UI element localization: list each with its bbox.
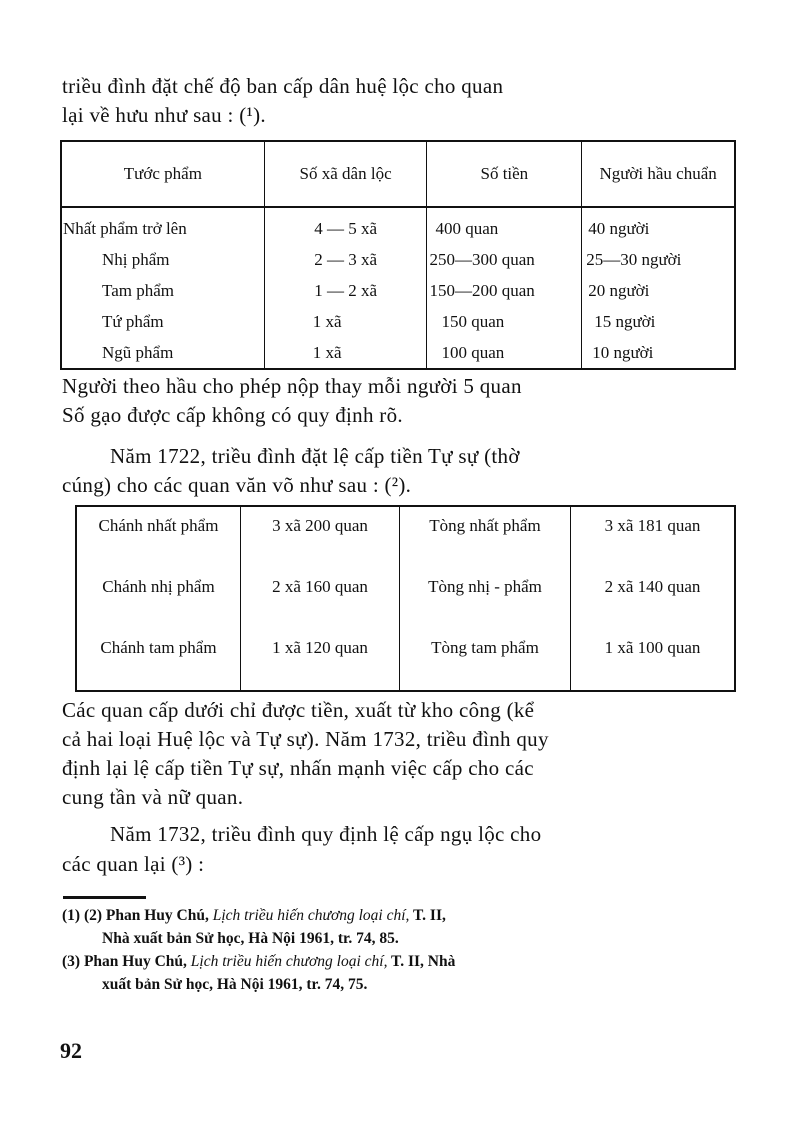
cell: 1 xã 120 quan [241, 629, 400, 691]
paragraph-line: cúng) cho các quan văn võ như sau : (²). [62, 473, 412, 497]
cell: 2 — 3 xã [264, 244, 427, 275]
cell: 1 xã [264, 306, 427, 337]
paragraph-line: cung tần và nữ quan. [62, 785, 244, 809]
cell: 40 người [582, 207, 735, 244]
cell: 3 xã 181 quan [571, 506, 736, 568]
table-row [61, 337, 735, 369]
cell: 250—300 quan [427, 244, 582, 275]
cell: Chánh nhị phẩm [102, 577, 215, 596]
footnote-title: Lịch triều hiến chương loại chí, [190, 953, 388, 970]
paragraph-line: cả hai loại Huệ lộc và Tự sự). Năm 1732, triều đình quy [62, 727, 549, 751]
footnote [62, 904, 446, 950]
paragraph-line: Các quan cấp dưới chỉ được tiền, xuất từ kho công (kể [62, 698, 535, 722]
cell: 400 quan [427, 207, 582, 244]
paragraph-line: Năm 1732, triều đình quy định lệ cấp ngụ lộc cho [110, 822, 542, 846]
footnote-text: xuất bản Sử học, Hà Nội 1961, tr. 74, 75. [102, 976, 368, 993]
cell: Nhị phẩm [102, 250, 170, 269]
header-cell: Người hầu chuẩn [582, 141, 735, 207]
intro-line: triều đình đặt chế độ ban cấp dân huệ lộc cho quan [62, 74, 504, 98]
table-row [76, 629, 735, 691]
cell: 100 quan [427, 337, 582, 369]
cell: 2 xã 160 quan [241, 568, 400, 629]
cell: 15 người [582, 306, 735, 337]
cell: 2 xã 140 quan [571, 568, 736, 629]
cell: 1 xã [264, 337, 427, 369]
header-cell: Tước phẩm [61, 141, 264, 207]
footnote-text: (3) Phan Huy Chú, [62, 953, 191, 970]
cell: 1 — 2 xã [264, 275, 427, 306]
table-row [76, 506, 735, 568]
table-row [61, 244, 735, 275]
page-number: 92 [60, 1038, 82, 1063]
table-row [61, 306, 735, 337]
cell: Tòng nhất phẩm [400, 506, 571, 568]
footnote-text: T. II, Nhà [387, 953, 456, 970]
cell: Tòng nhị - phẩm [400, 568, 571, 629]
cell: Chánh nhất phẩm [98, 516, 219, 535]
cell: 10 người [582, 337, 735, 369]
footnote [62, 950, 455, 996]
pension-table [60, 140, 736, 370]
cell: 20 người [582, 275, 735, 306]
footnote-title: Lịch triều hiến chương loại chí, [212, 907, 410, 924]
cell: Tứ phẩm [102, 312, 164, 331]
intro-line: lại về hưu như sau : (¹). [62, 103, 266, 127]
table-row [61, 207, 735, 244]
footnote-text: T. II, [409, 907, 446, 924]
paragraph-line: định lại lệ cấp tiền Tự sự, nhấn mạnh việc cấp cho các [62, 756, 534, 780]
cell: 1 xã 100 quan [571, 629, 736, 691]
cell: 25—30 người [582, 244, 735, 275]
cell: 3 xã 200 quan [241, 506, 400, 568]
paragraph-line: các quan lại (³) : [62, 852, 205, 876]
table-header-row [61, 141, 735, 207]
footnote-text: Nhà xuất bản Sử học, Hà Nội 1961, tr. 74, 85. [102, 930, 399, 947]
cell: 4 — 5 xã [264, 207, 427, 244]
table-row [76, 568, 735, 629]
cell: Tòng tam phẩm [400, 629, 571, 691]
worship-allowance-table [75, 505, 736, 692]
cell: 150—200 quan [427, 275, 582, 306]
cell: 150 quan [427, 306, 582, 337]
paragraph-line: Năm 1722, triều đình đặt lệ cấp tiền Tự sự (thờ [110, 444, 520, 468]
header-cell: Số xã dân lộc [264, 141, 427, 207]
cell: Tam phẩm [102, 281, 174, 300]
header-cell: Số tiền [427, 141, 582, 207]
footnote-text: (1) (2) Phan Huy Chú, [62, 907, 213, 924]
footnote-divider [63, 896, 146, 899]
table-row [61, 275, 735, 306]
paragraph-line: Số gạo được cấp không có quy định rõ. [62, 403, 403, 427]
cell: Ngũ phẩm [102, 343, 174, 362]
paragraph-line: Người theo hầu cho phép nộp thay mỗi người 5 quan [62, 374, 522, 398]
cell: Chánh tam phẩm [100, 638, 217, 657]
cell: Nhất phẩm trở lên [63, 219, 187, 238]
